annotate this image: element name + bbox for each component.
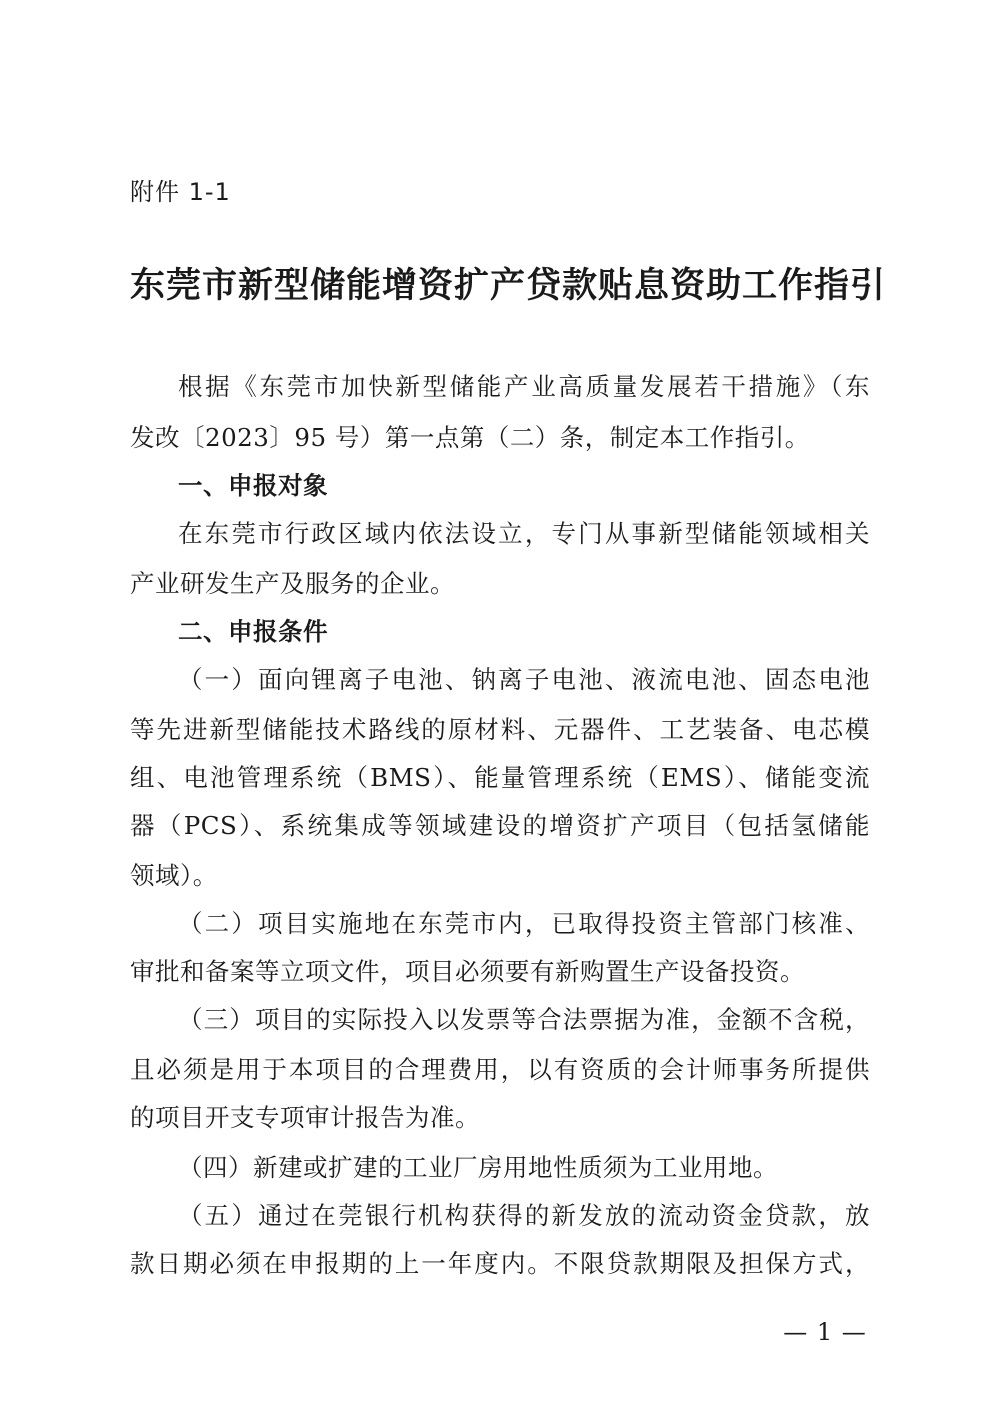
section-heading-applicants: 一、申报对象	[178, 471, 328, 500]
condition-3-line-3: 的项目开支专项审计报告为准。	[130, 1103, 480, 1132]
intro-line-2: 发改〔2023〕95 号）第一点第（二）条，制定本工作指引。	[130, 423, 810, 452]
condition-1-line-4: 器（PCS）、系统集成等领域建设的增资扩产项目（包括氢储能	[130, 811, 870, 840]
condition-3-line-1: （三）项目的实际投入以发票等合法票据为准，金额不含税，	[178, 1005, 870, 1034]
attachment-label: 附件 1-1	[130, 178, 231, 206]
condition-3-line-2: 且必须是用于本项目的合理费用，以有资质的会计师事务所提供	[130, 1055, 870, 1084]
condition-1-line-3: 组、电池管理系统（BMS）、能量管理系统（EMS）、储能变流	[130, 763, 870, 792]
applicants-line-2: 产业研发生产及服务的企业。	[130, 569, 455, 598]
condition-1-line-2: 等先进新型储能技术路线的原材料、元器件、工艺装备、电芯模	[130, 715, 870, 744]
condition-5-line-2: 款日期必须在申报期的上一年度内。不限贷款期限及担保方式，	[130, 1249, 870, 1278]
applicants-line-1: 在东莞市行政区域内依法设立，专门从事新型储能领域相关	[178, 519, 870, 548]
condition-1-line-5: 领域）。	[130, 861, 218, 890]
document-title: 东莞市新型储能增资扩产贷款贴息资助工作指引	[130, 266, 887, 306]
condition-2-line-2: 审批和备案等立项文件，项目必须要有新购置生产设备投资。	[130, 957, 805, 986]
page-number: — 1 —	[783, 1318, 867, 1346]
intro-line-1: 根据《东莞市加快新型储能产业高质量发展若干措施》（东	[178, 372, 870, 401]
condition-4-line-1: （四）新建或扩建的工业厂房用地性质须为工业用地。	[178, 1153, 778, 1182]
condition-2-line-1: （二）项目实施地在东莞市内，已取得投资主管部门核准、	[178, 909, 870, 938]
condition-1-line-1: （一）面向锂离子电池、钠离子电池、液流电池、固态电池	[178, 665, 870, 694]
condition-5-line-1: （五）通过在莞银行机构获得的新发放的流动资金贷款，放	[178, 1201, 870, 1230]
section-heading-conditions: 二、申报条件	[178, 617, 328, 646]
